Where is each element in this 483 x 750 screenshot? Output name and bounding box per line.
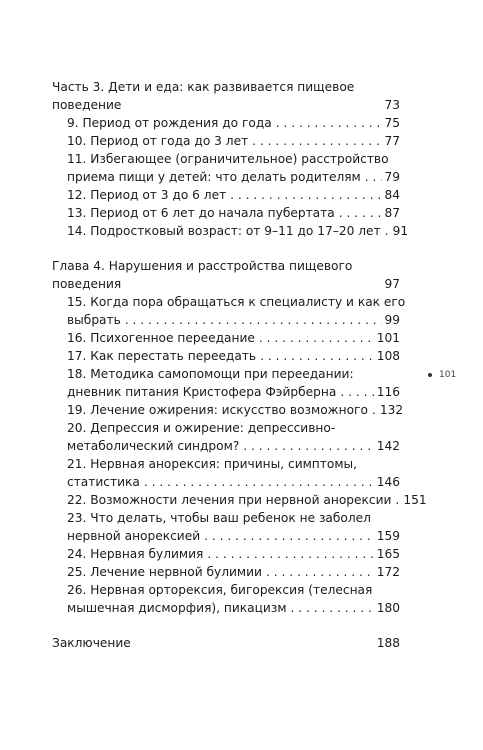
entry-title-line: 18. Методика самопомощи при переедании: xyxy=(67,367,354,381)
toc-chapter-4 xyxy=(52,257,427,617)
entry-title-line: 15. Когда пора обращаться к специалисту и как его xyxy=(67,295,406,309)
dot-leader xyxy=(339,204,383,222)
entry-page-number: 180 xyxy=(376,601,400,615)
entry-title: 22. Возможности лечения при нервной анорексии xyxy=(67,493,392,507)
toc-entry[interactable] xyxy=(67,186,400,204)
toc-entry[interactable] xyxy=(67,347,400,365)
part-title-text: поведение xyxy=(52,98,122,112)
table-of-contents xyxy=(52,78,427,652)
entry-title: метаболический синдром? xyxy=(67,439,240,453)
toc-entry[interactable] xyxy=(67,132,400,150)
entry-page-number: 101 xyxy=(376,331,400,345)
conclusion-title: Заключение xyxy=(52,636,131,650)
part-title-last-line xyxy=(52,275,400,293)
toc-entry[interactable] xyxy=(67,365,400,401)
part-title-line: Глава 4. Нарушения и расстройства пищевого xyxy=(52,259,353,273)
toc-entry[interactable] xyxy=(67,455,400,491)
entry-title: выбрать xyxy=(67,313,121,327)
toc-conclusion[interactable] xyxy=(52,634,400,652)
entry-page-number: 116 xyxy=(376,385,400,399)
dot-leader xyxy=(395,491,401,509)
entry-title: приема пищи у детей: что делать родителям xyxy=(67,170,361,184)
toc-entry[interactable] xyxy=(67,401,404,419)
part-title-text: поведения xyxy=(52,277,122,291)
entry-title: нервной анорексией xyxy=(67,529,201,543)
entry-title: 19. Лечение ожирения: искусство возможного xyxy=(67,403,368,417)
entry-page-number: 84 xyxy=(384,188,400,202)
dot-leader xyxy=(340,383,374,401)
entry-page-number: 99 xyxy=(384,313,400,327)
entry-title: 12. Период от 3 до 6 лет xyxy=(67,188,227,202)
part-3-entries xyxy=(52,114,409,240)
part-title-line: Часть 3. Дети и еда: как развивается пищевое xyxy=(52,80,355,94)
entry-title: 25. Лечение нервной булимии xyxy=(67,565,262,579)
entry-title-line: 26. Нервная орторексия, бигорексия (телесная xyxy=(67,583,373,597)
dot-leader xyxy=(144,473,375,491)
toc-entry[interactable] xyxy=(67,563,400,581)
running-page-marker xyxy=(428,370,456,380)
entry-page-number: 108 xyxy=(376,349,400,363)
dot-leader xyxy=(230,186,382,204)
entry-title: мышечная дисморфия), пикацизм xyxy=(67,601,287,615)
dot-leader xyxy=(260,347,375,365)
part-title-last-line xyxy=(52,96,400,114)
dot-leader xyxy=(252,132,382,150)
dot-leader xyxy=(266,563,375,581)
entry-title-line: 11. Избегающее (ограничительное) расстройство xyxy=(67,152,389,166)
dot-leader xyxy=(207,545,374,563)
entry-title: 24. Нервная булимия xyxy=(67,547,204,561)
entry-title: 14. Подростковый возраст: от 9–11 до 17–20 лет xyxy=(67,224,381,238)
entry-page-number: 77 xyxy=(384,134,400,148)
entry-page-number: 146 xyxy=(376,475,400,489)
entry-page-number: 142 xyxy=(376,439,400,453)
dot-leader xyxy=(204,527,375,545)
toc-entry[interactable] xyxy=(67,222,409,240)
toc-entry[interactable] xyxy=(67,509,400,545)
entry-title: дневник питания Кристофера Фэйрберна xyxy=(67,385,337,399)
dot-leader xyxy=(276,114,383,132)
part-page-number: 97 xyxy=(384,277,400,291)
entry-title-line: 21. Нервная анорексия: причины, симптомы, xyxy=(67,457,358,471)
entry-page-number: 165 xyxy=(376,547,400,561)
entry-title: 16. Психогенное переедание xyxy=(67,331,255,345)
entry-page-number: 75 xyxy=(384,116,400,130)
toc-entry[interactable] xyxy=(67,114,400,132)
dot-leader xyxy=(125,311,383,329)
toc-entry[interactable] xyxy=(67,419,400,455)
toc-entry[interactable] xyxy=(67,491,427,509)
entry-page-number: 159 xyxy=(376,529,400,543)
chapter-4-entries xyxy=(52,293,427,617)
toc-entry[interactable] xyxy=(67,150,400,186)
entry-title: 9. Период от рождения до года xyxy=(67,116,272,130)
part-page-number: 73 xyxy=(384,98,400,112)
dot-leader xyxy=(243,437,374,455)
toc-entry[interactable] xyxy=(67,204,400,222)
entry-title: статистика xyxy=(67,475,140,489)
dot-leader xyxy=(372,401,378,419)
dot-leader xyxy=(291,599,375,617)
toc-entry[interactable] xyxy=(67,329,400,347)
dot-leader xyxy=(385,222,391,240)
entry-page-number: 91 xyxy=(392,224,409,238)
toc-entry[interactable] xyxy=(67,293,406,329)
entry-title: 13. Период от 6 лет до начала пубертата xyxy=(67,206,335,220)
toc-entry[interactable] xyxy=(67,545,400,563)
entry-page-number: 151 xyxy=(403,493,427,507)
entry-page-number: 172 xyxy=(376,565,400,579)
bullet-icon xyxy=(428,373,432,377)
entry-title: 10. Период от года до 3 лет xyxy=(67,134,249,148)
entry-title-line: 20. Депрессия и ожирение: депрессивно- xyxy=(67,421,336,435)
entry-title-line: 23. Что делать, чтобы ваш ребенок не заболел xyxy=(67,511,371,525)
entry-title: 17. Как перестать переедать xyxy=(67,349,257,363)
conclusion-page-number: 188 xyxy=(376,636,400,650)
running-page-number: 101 xyxy=(439,370,457,380)
entry-page-number: 132 xyxy=(379,403,404,417)
entry-page-number: 79 xyxy=(384,170,400,184)
entry-page-number: 87 xyxy=(384,206,400,220)
toc-part-3 xyxy=(52,78,409,240)
toc-entry[interactable] xyxy=(67,581,400,617)
dot-leader xyxy=(259,329,375,347)
dot-leader xyxy=(365,168,383,186)
